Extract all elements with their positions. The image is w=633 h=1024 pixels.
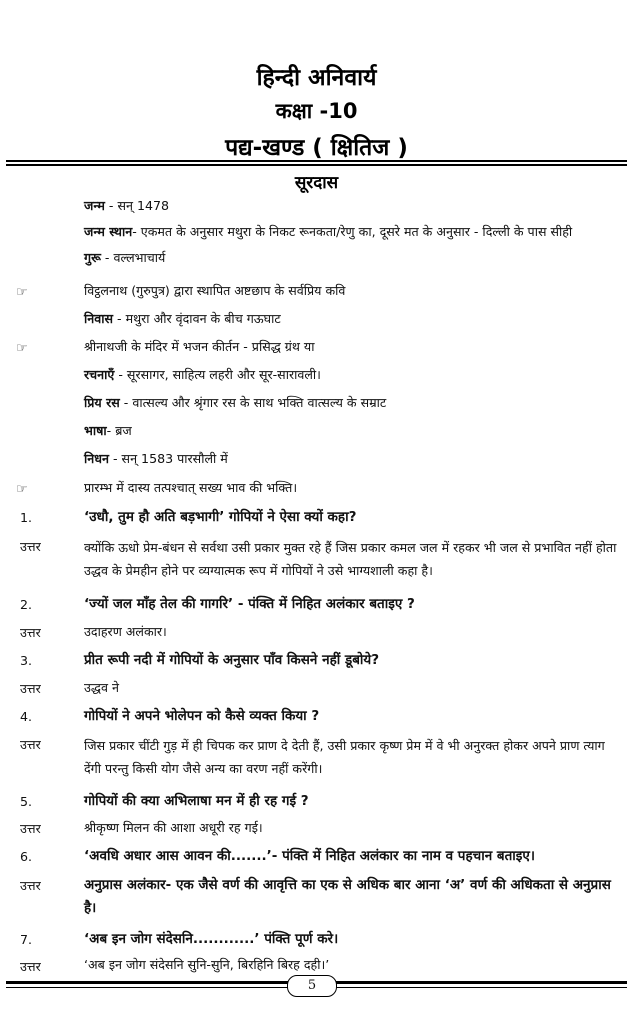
fact-label: गुरू [84, 250, 101, 265]
fact-line [84, 196, 623, 216]
fact-label: जन्म [84, 198, 105, 213]
fact-label: रचनाएँ [84, 367, 115, 382]
header-rule [6, 160, 627, 162]
question-number: 6. [20, 849, 33, 864]
question-text: गोपियों की क्या अभिलाषा मन में ही रह गई ? [84, 793, 309, 809]
fact-text: विट्ठलनाथ (गुरुपुत्र) द्वारा स्थापित अष्टछाप के सर्वप्रिय कवि [84, 283, 346, 298]
answer-text: उदाहरण अलंकार। [84, 624, 167, 639]
page-number: 5 [287, 975, 337, 997]
question-text: ‘अब इन जोग संदेसनि............’ पंक्ति पूर्ण करे। [84, 931, 339, 947]
fact-label: निवास [84, 311, 114, 326]
answer-label: उत्तर [20, 625, 41, 640]
answer-label: उत्तर [20, 737, 41, 752]
answer-label: उत्तर [20, 539, 41, 554]
fact-line [84, 281, 623, 301]
fact-label: भाषा [84, 423, 107, 438]
question-text: ‘उधौ, तुम हौ अति बड़भागी’ गोपियों ने ऐसा क्यों कहा? [84, 509, 357, 525]
fact-label: निधन [84, 451, 109, 466]
question-number: 5. [20, 794, 33, 809]
fact-line [84, 248, 623, 268]
fact-text: - वात्सल्य और श्रृंगार रस के साथ भक्ति वात्सल्य के सम्राट [119, 395, 387, 410]
fact-text: - सन् 1583 पारसौली में [109, 451, 228, 466]
section-title: पद्य-खण्ड ( क्षितिज ) [225, 135, 408, 161]
fact-text: - वल्लभाचार्य [100, 250, 166, 265]
fact-text: - एकमत के अनुसार मथुरा के निकट रूनकता/रेणु का, दूसरे मत के अनुसार - दिल्ली के पास सीही [132, 224, 573, 239]
class-title: कक्षा -10 [275, 99, 358, 123]
question-number: 1. [20, 510, 33, 525]
question-text: प्रीत रूपी नदी में गोपियों के अनुसार पाँव किसने नहीं डूबोये? [84, 652, 380, 668]
answer-label: उत्तर [20, 681, 41, 696]
answer-label: उत्तर [20, 959, 41, 974]
question-number: 2. [20, 597, 33, 612]
fact-text: - सन् 1478 [104, 198, 169, 213]
fact-line [84, 337, 623, 357]
fact-line [84, 478, 623, 498]
answer-text: जिस प्रकार चींटी गुड़ में ही चिपक कर प्राण दे देती हैं, उसी प्रकार कृष्ण प्रेम में वे भी अनुरक्त होकर अपने प्राण त्याग देंगी परन्तु किसी योग जैसे अन्य का वरण नहीं करेंगी। [84, 738, 605, 776]
pointing-hand-icon: ☞ [16, 482, 28, 497]
answer-label: उत्तर [20, 821, 41, 836]
question-number: 4. [20, 709, 33, 724]
question-text: गोपियों ने अपने भोलेपन को कैसे व्यक्त किया ? [84, 708, 320, 724]
answer-label: उत्तर [20, 878, 41, 893]
pointing-hand-icon: ☞ [16, 341, 28, 356]
fact-text: प्रारम्भ में दास्य तत्पश्चात् सख्य भाव की भक्ति। [84, 480, 298, 495]
question-number: 7. [20, 932, 33, 947]
fact-line [84, 449, 623, 469]
fact-line [84, 222, 623, 242]
question-text: ‘अवधि अधार आस आवन की.......’- पंक्ति में निहित अलंकार का नाम व पहचान बताइए। [84, 848, 536, 864]
fact-text: - सूरसागर, साहित्य लहरी और सूर-सारावली। [114, 367, 321, 382]
answer-text: क्योंकि ऊधो प्रेम-बंधन से सर्वथा उसी प्रकार मुक्त रहे हैं जिस प्रकार कमल जल में रहकर भी जल से प्रभावित नहीं होता उद्धव के प्रेमहीन होने पर व्यग्यात्मक रूप में गोपियों ने उसे भाग्यशाली कहा है। [84, 540, 617, 578]
fact-line [84, 365, 623, 385]
subject-title: हिन्दी अनिवार्य [256, 65, 377, 91]
answer-text: उद्धव ने [84, 680, 119, 695]
pointing-hand-icon: ☞ [16, 285, 28, 300]
question-text: ‘ज्यों जल माँह तेल की गागरि’ - पंक्ति में निहित अलंकार बताइए ? [84, 596, 415, 612]
header-rule-inner [6, 164, 627, 166]
fact-line [84, 421, 623, 441]
fact-text: - ब्रज [106, 423, 132, 438]
question-number: 3. [20, 653, 33, 668]
fact-line [84, 393, 623, 413]
fact-text: - मथुरा और वृंदावन के बीच गऊघाट [113, 311, 281, 326]
author-heading: सूरदास [294, 173, 339, 193]
fact-label: जन्म स्थान [84, 224, 133, 239]
fact-label: प्रिय रस [84, 395, 120, 410]
answer-text: ‘अब इन जोग संदेसनि सुनि-सुनि, बिरहिनि बिरह दही।’ [84, 957, 330, 972]
fact-text: श्रीनाथजी के मंदिर में भजन कीर्तन - प्रसिद्ध ग्रंथ या [84, 339, 315, 354]
fact-line [84, 309, 623, 329]
answer-text: श्रीकृष्ण मिलन की आशा अधूरी रह गई। [84, 820, 263, 835]
answer-text: अनुप्रास अलंकार- एक जैसे वर्ण की आवृत्ति का एक से अधिक बार आना ‘अ’ वर्ण की अधिकता से अनुप्रास है। [84, 877, 611, 916]
